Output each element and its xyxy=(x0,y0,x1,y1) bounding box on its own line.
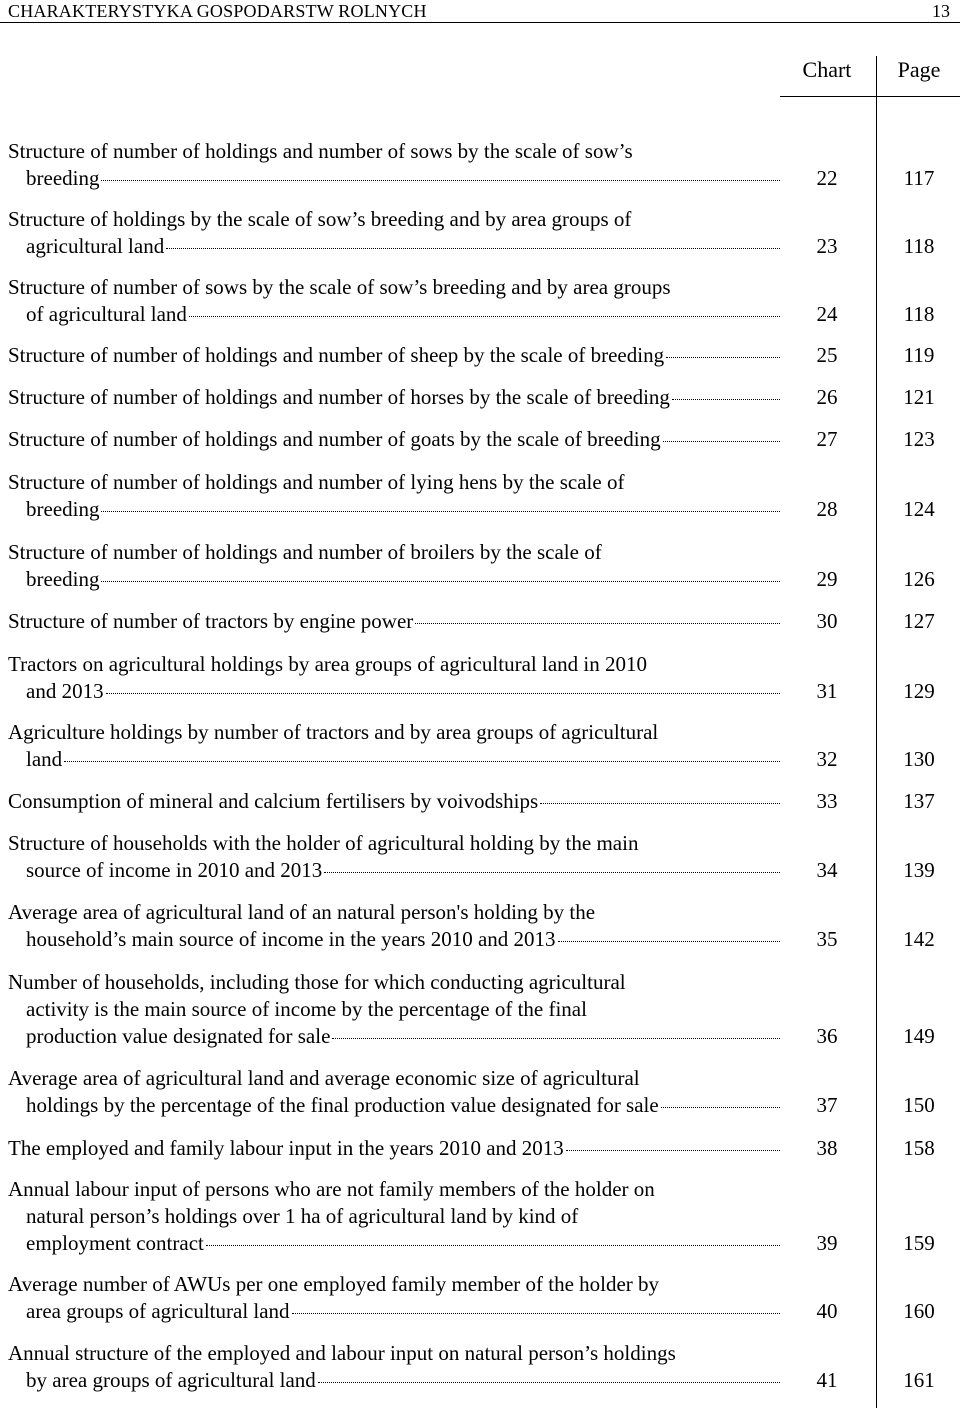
entry-page-number: 142 xyxy=(903,927,935,951)
entry-title-line: Structure of number of holdings and number of horses by the scale of breeding xyxy=(8,385,670,409)
toc-entry xyxy=(8,1065,960,1119)
entry-title xyxy=(8,719,780,773)
toc-entry xyxy=(8,342,960,369)
dot-leader xyxy=(101,180,780,181)
entry-title xyxy=(8,539,780,593)
entry-page-number: 149 xyxy=(903,1024,935,1048)
toc-entry xyxy=(8,426,960,453)
entry-chart-number: 35 xyxy=(816,927,838,951)
toc-entry xyxy=(8,788,960,815)
entry-title-line: of agricultural land xyxy=(26,302,187,326)
dot-leader xyxy=(661,1107,780,1108)
entry-chart-number: 37 xyxy=(816,1093,838,1117)
toc-entry xyxy=(8,651,960,705)
entry-title-line: breeding xyxy=(26,497,100,521)
dot-leader xyxy=(558,941,780,942)
entry-title xyxy=(8,1340,780,1394)
dot-leader xyxy=(566,1150,780,1151)
entry-title-line: Structure of number of holdings and number of goats by the scale of breeding xyxy=(8,427,661,451)
entry-title-line: Number of households, including those for which conducting agricultural xyxy=(8,970,626,994)
entry-page-number: 159 xyxy=(903,1231,935,1255)
entry-chart-number: 23 xyxy=(816,234,838,258)
toc-entry xyxy=(8,469,960,523)
entry-title xyxy=(8,651,780,705)
entry-title-line: Structure of number of holdings and number of broilers by the scale of xyxy=(8,540,602,564)
entry-chart-number: 27 xyxy=(816,427,838,451)
dot-leader xyxy=(166,248,780,249)
entry-chart-number: 31 xyxy=(816,679,838,703)
entry-title xyxy=(8,1271,780,1325)
entry-chart-number: 30 xyxy=(816,609,838,633)
entry-chart-number: 32 xyxy=(816,747,838,771)
entry-page-number: 129 xyxy=(903,679,935,703)
entry-chart-number: 36 xyxy=(816,1024,838,1048)
entry-title-line: Tractors on agricultural holdings by area groups of agricultural land in 2010 xyxy=(8,652,647,676)
column-heading-rule xyxy=(780,96,960,97)
entry-chart-number: 33 xyxy=(816,789,838,813)
entry-page-number: 137 xyxy=(903,789,935,813)
entry-title-line: The employed and family labour input in the years 2010 and 2013 xyxy=(8,1136,564,1160)
entry-title-line: household’s main source of income in the years 2010 and 2013 xyxy=(26,927,556,951)
toc-entry xyxy=(8,1271,960,1325)
dot-leader xyxy=(332,1038,780,1039)
entry-title-line: employment contract xyxy=(26,1231,204,1255)
entry-title xyxy=(8,426,780,453)
dot-leader xyxy=(101,511,780,512)
running-header xyxy=(0,0,960,23)
dot-leader xyxy=(415,623,780,624)
entry-title xyxy=(8,608,780,635)
toc-entry xyxy=(8,1340,960,1394)
column-heading-page: Page xyxy=(897,57,941,82)
entry-chart-number: 25 xyxy=(816,343,838,367)
header-title: CHARAKTERYSTYKA GOSPODARSTW ROLNYCH xyxy=(8,1,427,21)
entry-title-line: Structure of number of tractors by engine power xyxy=(8,609,414,633)
entry-chart-number: 26 xyxy=(816,385,838,409)
entry-title-line: natural person’s holdings over 1 ha of agricultural land by kind of xyxy=(26,1204,579,1228)
entry-chart-number: 39 xyxy=(816,1231,838,1255)
entry-title-line: breeding xyxy=(26,567,100,591)
toc-entry xyxy=(8,384,960,411)
entry-title xyxy=(8,384,780,411)
toc-entry xyxy=(8,608,960,635)
entry-title-line: Consumption of mineral and calcium fertilisers by voivodships xyxy=(8,789,539,813)
entry-chart-number: 28 xyxy=(816,497,838,521)
entry-chart-number: 41 xyxy=(816,1368,838,1392)
entry-page-number: 139 xyxy=(903,858,935,882)
header-page-number: 13 xyxy=(932,1,950,21)
entry-title xyxy=(8,830,780,884)
entry-title xyxy=(8,469,780,523)
entry-title xyxy=(8,1065,780,1119)
entry-title-line: Agriculture holdings by number of tractors and by area groups of agricultural xyxy=(8,720,659,744)
entry-page-number: 158 xyxy=(903,1136,935,1160)
entry-title-line: source of income in 2010 and 2013 xyxy=(26,858,323,882)
entry-page-number: 160 xyxy=(903,1299,935,1323)
entry-page-number: 127 xyxy=(903,609,935,633)
entry-title xyxy=(8,969,780,1050)
entry-title-line: Structure of households with the holder of agricultural holding by the main xyxy=(8,831,639,855)
entry-chart-number: 34 xyxy=(816,858,838,882)
dot-leader xyxy=(540,803,780,804)
entry-title xyxy=(8,274,780,328)
dot-leader xyxy=(292,1313,780,1314)
dot-leader xyxy=(64,761,780,762)
entry-title xyxy=(8,138,780,192)
column-heading-chart: Chart xyxy=(802,57,852,82)
entry-title xyxy=(8,899,780,953)
entry-chart-number: 38 xyxy=(816,1136,838,1160)
entry-title-line: Average area of agricultural land of an natural person's holding by the xyxy=(8,900,596,924)
dot-leader xyxy=(324,872,780,873)
toc-entry xyxy=(8,830,960,884)
toc-entry xyxy=(8,1135,960,1162)
entry-page-number: 119 xyxy=(903,343,935,367)
dot-leader xyxy=(206,1245,780,1246)
entry-chart-number: 24 xyxy=(816,302,838,326)
dot-leader xyxy=(318,1382,780,1383)
entry-chart-number: 22 xyxy=(816,166,838,190)
entry-page-number: 118 xyxy=(903,234,935,258)
entry-title-line: holdings by the percentage of the final production value designated for sale xyxy=(26,1093,659,1117)
toc-entry xyxy=(8,899,960,953)
entry-title-line: Average area of agricultural land and average economic size of agricultural xyxy=(8,1066,640,1090)
entry-title-line: Average number of AWUs per one employed family member of the holder by xyxy=(8,1272,660,1296)
entry-title-line: Annual labour input of persons who are not family members of the holder on xyxy=(8,1177,655,1201)
entry-title-line: Annual structure of the employed and labour input on natural person’s holdings xyxy=(8,1341,676,1365)
toc-entry xyxy=(8,138,960,192)
entry-title-line: area groups of agricultural land xyxy=(26,1299,290,1323)
dot-leader xyxy=(666,357,780,358)
toc-entry xyxy=(8,274,960,328)
entry-page-number: 150 xyxy=(903,1093,935,1117)
dot-leader xyxy=(189,316,780,317)
toc-entry xyxy=(8,206,960,260)
toc-entry xyxy=(8,1176,960,1257)
entry-title-line: Structure of number of holdings and number of sows by the scale of sow’s xyxy=(8,139,633,163)
entry-title-line: activity is the main source of income by the percentage of the final xyxy=(26,997,587,1021)
entry-page-number: 126 xyxy=(903,567,935,591)
entry-title xyxy=(8,788,780,815)
entry-title-line: production value designated for sale xyxy=(26,1024,331,1048)
dot-leader xyxy=(101,581,780,582)
dot-leader xyxy=(663,441,780,442)
entry-page-number: 161 xyxy=(903,1368,935,1392)
entry-title-line: land xyxy=(26,747,63,771)
entry-title xyxy=(8,1176,780,1257)
entry-page-number: 124 xyxy=(903,497,935,521)
entry-page-number: 118 xyxy=(903,302,935,326)
entry-title xyxy=(8,206,780,260)
entry-chart-number: 29 xyxy=(816,567,838,591)
entry-title xyxy=(8,342,780,369)
toc-entry xyxy=(8,539,960,593)
entry-title-line: Structure of number of sows by the scale of sow’s breeding and by area groups xyxy=(8,275,671,299)
entry-title-line: agricultural land xyxy=(26,234,165,258)
entry-page-number: 117 xyxy=(903,166,935,190)
toc-entry xyxy=(8,719,960,773)
entry-page-number: 121 xyxy=(903,385,935,409)
dot-leader xyxy=(106,693,780,694)
entry-title-line: and 2013 xyxy=(26,679,104,703)
entry-title-line: Structure of number of holdings and number of sheep by the scale of breeding xyxy=(8,343,665,367)
entry-page-number: 123 xyxy=(903,427,935,451)
entry-title xyxy=(8,1135,780,1162)
entry-title-line: by area groups of agricultural land xyxy=(26,1368,316,1392)
entry-page-number: 130 xyxy=(903,747,935,771)
entry-title-line: breeding xyxy=(26,166,100,190)
toc-entry xyxy=(8,969,960,1050)
entry-chart-number: 40 xyxy=(816,1299,838,1323)
dot-leader xyxy=(672,399,780,400)
entry-title-line: Structure of holdings by the scale of sow’s breeding and by area groups of xyxy=(8,207,632,231)
entry-title-line: Structure of number of holdings and number of lying hens by the scale of xyxy=(8,470,625,494)
